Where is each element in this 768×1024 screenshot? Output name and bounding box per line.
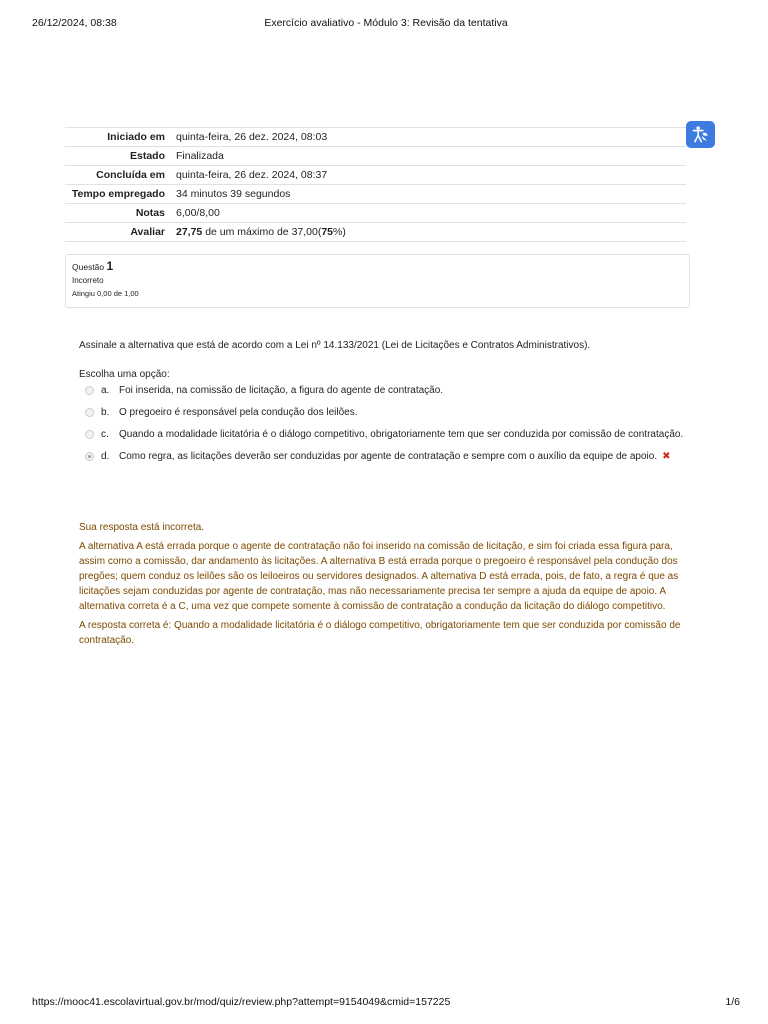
summary-row-state [65,147,686,166]
radio-button[interactable] [85,430,94,439]
grade-percent: 75 [321,226,334,238]
summary-label: Estado [129,150,165,162]
summary-row-completed [65,166,686,185]
option-letter: d. [101,451,110,462]
answer-options [79,383,689,464]
accessibility-icon [691,125,710,144]
attempt-summary-table [65,127,686,242]
summary-row-grade [65,223,686,242]
accessibility-button[interactable] [686,121,715,148]
option-text: O pregoeiro é responsável pela condução dos leilões. [119,407,358,418]
question-formulation [79,338,689,471]
question-prefix: Questão [72,262,105,272]
option-text: Foi inserida, na comissão de licitação, a figura do agente de contratação. [119,385,444,396]
question-prompt: Escolha uma opção: [79,369,170,380]
feedback-status: Sua resposta está incorreta. [79,522,205,533]
question-number [72,259,683,274]
question-number-value: 1 [106,259,114,273]
grade-middle: de um máximo de 37,00( [202,226,322,238]
summary-value: 6,00/8,00 [176,207,220,219]
summary-label: Iniciado em [107,131,165,143]
summary-value: quinta-feira, 26 dez. 2024, 08:37 [176,169,328,181]
option-b[interactable] [79,405,689,420]
summary-row-time-taken [65,185,686,204]
print-url: https://mooc41.escolavirtual.gov.br/mod/quiz/review.php?attempt=9154049&cmid=157225 [32,996,451,1008]
print-header [32,17,740,31]
option-letter: c. [101,429,109,440]
option-d[interactable] [79,449,689,464]
summary-label: Tempo empregado [71,188,165,200]
question-info-box [65,254,690,308]
summary-label: Concluída em [96,169,165,181]
summary-label: Notas [135,207,165,219]
question-text: Assinale a alternativa que está de acordo com a Lei nº 14.133/2021 (Lei de Licitações e Contratos Administrativos). [79,340,591,351]
summary-value: 34 minutos 39 segundos [176,188,291,200]
incorrect-icon: ✖ [662,451,671,462]
summary-value: quinta-feira, 26 dez. 2024, 08:03 [176,131,328,143]
radio-button[interactable] [85,386,94,395]
summary-label: Avaliar [130,226,165,238]
question-state: Incorreto [72,276,104,285]
feedback [79,520,689,652]
option-c[interactable] [79,427,689,442]
page-title: Exercício avaliativo - Módulo 3: Revisão da tentativa [264,17,508,29]
question-grade: Atingiu 0,00 de 1,00 [72,289,139,298]
option-a[interactable] [79,383,689,398]
summary-row-started [65,128,686,147]
feedback-explanation: A alternativa A está errada porque o agente de contratação não foi inserido na comissão de licitação, e sim foi criada essa figura para, assim como a comissão, dar andamento às licitações. A alternativa B está errada porque o pregoeiro é responsável pela condução dos pregões; quem conduz os leilões são os leiloeiros ou servidores designados. A alternativa D está errada, pois, de fato, a regra é que as licitações sejam conduzidas por agente de contratação, mas não necessariamente precisa ter sempre a ajuda da equipe de apoio. A alternativa correta é a C, uma vez que compete somente à comissão de contratação a condução da licitação do diálogo competitivo. [79,541,679,612]
grade-score: 27,75 [176,226,203,238]
summary-value [170,223,686,242]
option-text [119,449,689,464]
option-text: Quando a modalidade licitatória é o diálogo competitivo, obrigatoriamente tem que ser conduzida por comissão de contratação. [119,429,684,440]
option-letter: b. [101,407,110,418]
page-number: 1/6 [725,996,740,1008]
option-text-content: Como regra, as licitações deverão ser conduzidas por agente de contratação e sempre com o auxílio da equipe de apoio. [119,451,658,462]
summary-row-marks [65,204,686,223]
radio-button-selected[interactable] [85,452,94,461]
option-letter: a. [101,385,110,396]
print-date: 26/12/2024, 08:38 [32,17,117,29]
summary-value: Finalizada [176,150,224,162]
print-footer [32,996,740,1010]
feedback-right-answer: A resposta correta é: Quando a modalidade licitatória é o diálogo competitivo, obrigatoriamente tem que ser conduzida por comissão de contratação. [79,620,681,646]
grade-end: %) [333,226,346,238]
radio-button[interactable] [85,408,94,417]
